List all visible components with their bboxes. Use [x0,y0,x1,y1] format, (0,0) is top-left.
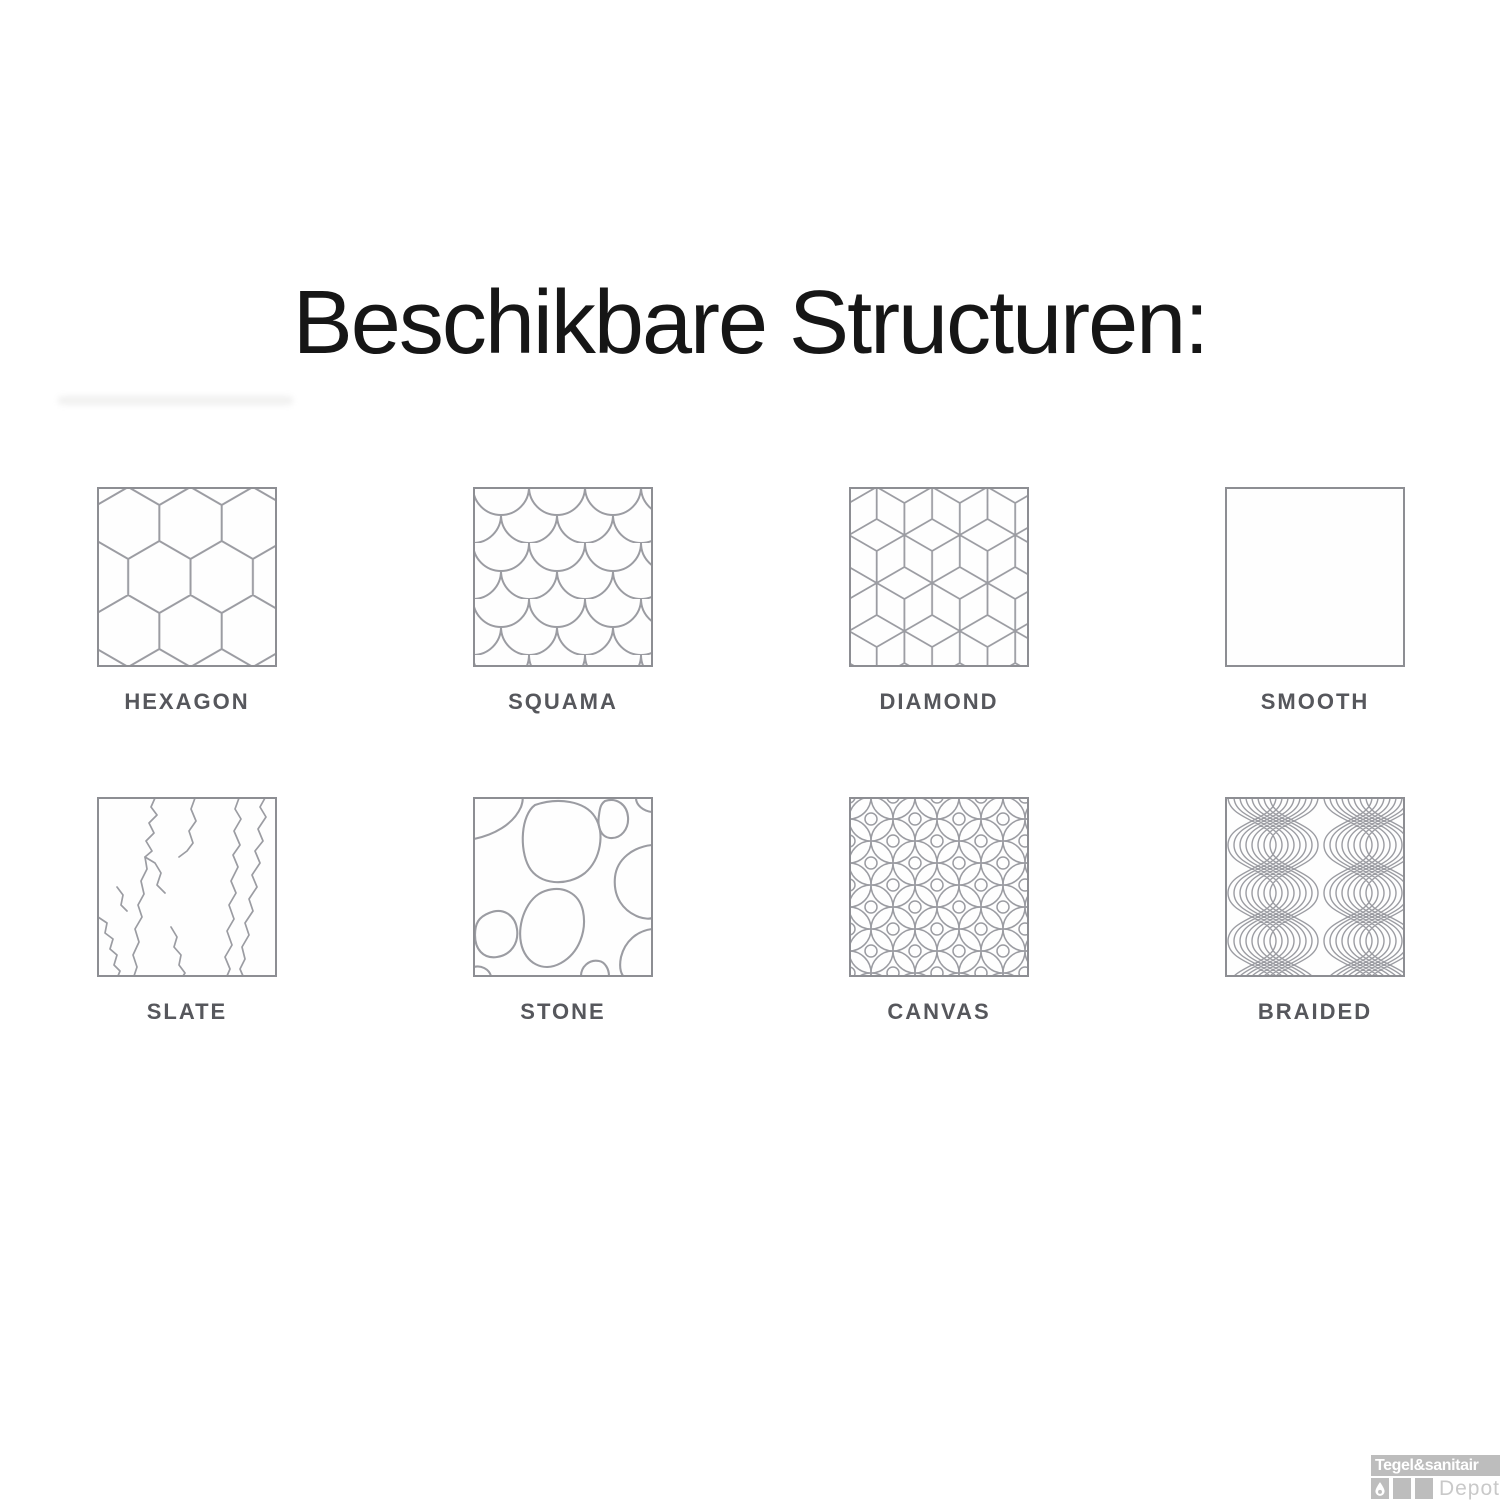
swatch-card-canvas [849,797,1029,1025]
swatch-label: SQUAMA [508,689,618,714]
hexagon-pattern-icon [97,487,277,667]
page-title: Beschikbare Structuren: [292,273,1208,374]
swatch-card-squama [473,487,653,715]
swatch-card-smooth [1225,487,1405,715]
swatch-label: SMOOTH [1260,689,1370,714]
logo-sub-text: Depot [1438,1477,1500,1500]
stone-pattern-icon [473,797,653,977]
swatch-card-slate [97,797,277,1025]
swatch-row-2 [97,797,1405,1025]
swatch-card-hexagon [97,487,277,715]
swatch-label: DIAMOND [879,689,999,714]
swatch-card-stone [473,797,653,1025]
logo-square-plain-2 [1415,1478,1433,1499]
swatch-card-braided [1225,797,1405,1025]
logo-square-drop [1371,1478,1389,1499]
swatch-label: BRAIDED [1257,999,1373,1024]
swatch-label: SLATE [146,999,228,1024]
fish-scale-pattern-icon [473,487,653,667]
swatch-row-1 [97,487,1405,715]
logo-square-plain-1 [1393,1478,1411,1499]
swatch-label: CANVAS [887,999,991,1024]
swatch-label: HEXAGON [124,689,250,714]
smooth-pattern-icon [1225,487,1405,667]
logo-brand-text: Tegel&sanitair [1371,1455,1500,1476]
water-drop-icon [1373,1481,1387,1497]
canvas-pattern-icon [849,797,1029,977]
braided-pattern-icon [1225,797,1405,977]
tegel-sanitair-depot-logo [1371,1455,1500,1500]
faded-watermark [58,396,293,405]
logo-bottom-row [1371,1478,1500,1500]
swatch-label: STONE [520,999,606,1024]
slate-pattern-icon [97,797,277,977]
diamond-pattern-icon [849,487,1029,667]
swatch-card-diamond [849,487,1029,715]
